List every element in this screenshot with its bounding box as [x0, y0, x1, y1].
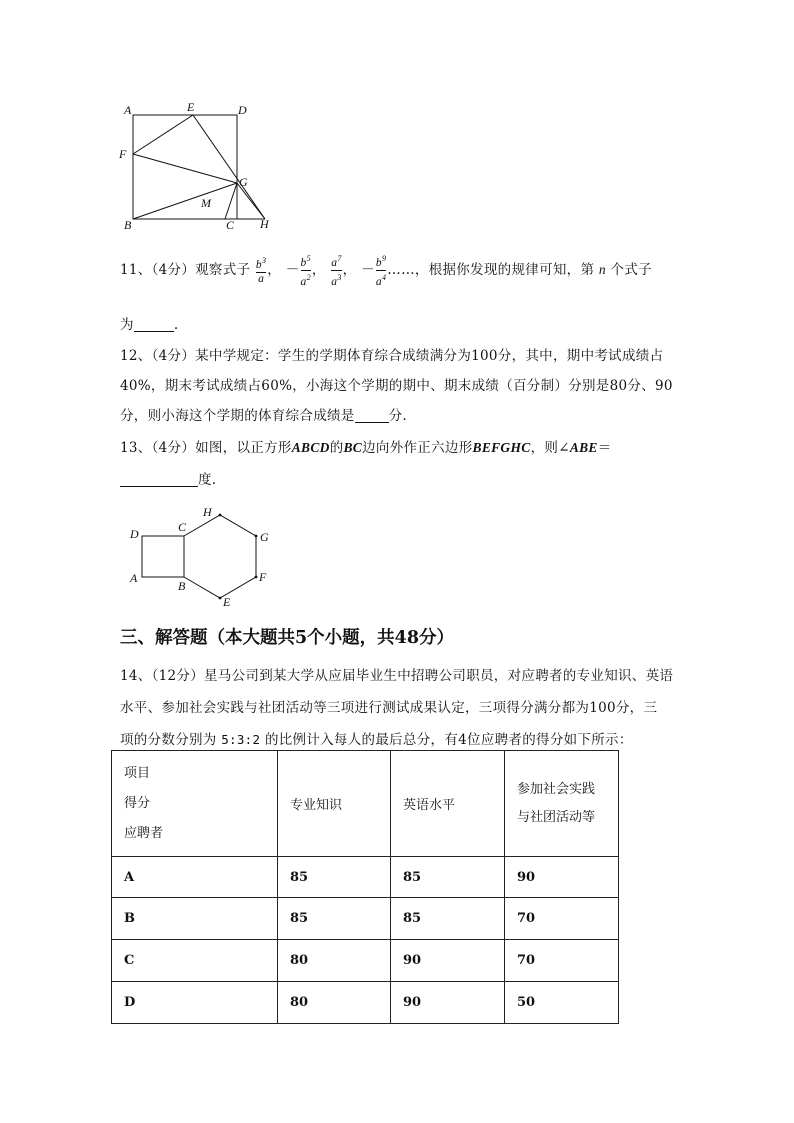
figure-square-construction [115, 98, 280, 238]
label-m: M [201, 196, 211, 210]
label-g2: G [260, 530, 269, 544]
label-f2: F [259, 570, 267, 584]
label-e: E [187, 100, 195, 114]
label-a2: A [130, 571, 138, 585]
label-e2: E [223, 595, 231, 609]
question-11-line2: 为 . [120, 317, 179, 333]
table-row: D 80 90 50 [112, 982, 619, 1024]
answer-blank-11[interactable] [134, 317, 174, 332]
fraction-3: $\frac{a^7}{a^3}$ [331, 254, 342, 288]
question-12-line2: 40%，期末考试成绩占60%，小海这个学期的期中、期末成绩（百分制）分别是80分、90 [120, 378, 673, 394]
label-c2: C [178, 520, 187, 534]
label-d: D [238, 103, 247, 117]
segment-ef [133, 115, 193, 154]
answer-blank-13[interactable] [120, 472, 198, 487]
table-row: C 80 90 70 [112, 940, 619, 982]
square-abcd-small [142, 536, 184, 577]
label-f: F [119, 147, 127, 161]
fraction-1: $\frac{b^3}{a}$ [255, 256, 267, 286]
question-14-line3: 项的分数分别为 5:3:2 的比例计入每人的最后总分，有4位应聘者的得分如下所示： [120, 732, 633, 748]
label-g: G [239, 175, 248, 189]
square-abcd [133, 115, 237, 219]
label-b2: B [178, 579, 186, 593]
segment-fg [133, 154, 237, 183]
question-12-line3: 分，则小海这个学期的体育综合成绩是 分. [120, 408, 408, 424]
score-table [111, 750, 619, 1024]
segment-gc [225, 183, 237, 219]
table-corner-cell: 项目 得分 应聘者 [112, 751, 278, 857]
label-h: H [260, 217, 269, 231]
label-a: A [124, 103, 132, 117]
table-header-row [112, 751, 619, 857]
figure-square-hexagon [120, 500, 290, 612]
question-12-line1: 12、（4分）某中学规定：学生的学期体育综合成绩满分为100分，其中，期中考试成绩占 [120, 348, 664, 364]
header-professional-knowledge: 专业知识 [278, 751, 391, 857]
question-13-line2: 度. [120, 468, 216, 488]
label-b: B [124, 218, 132, 232]
question-14-line2: 水平、参加社会实践与社团活动等三项进行测试成果认定，三项得分满分都为100分，三 [120, 700, 658, 716]
segment-bg [133, 183, 237, 219]
answer-blank-12[interactable] [355, 408, 389, 423]
fraction-4: $\frac{b^9}{a^4}$ [375, 254, 387, 288]
label-c: C [226, 218, 235, 232]
table-row: B 85 85 70 [112, 898, 619, 940]
hexagon-befghc [184, 515, 256, 598]
question-11-line1: 11、（4分）观察式子 $\frac{b^3}{a}$ ， － $\frac{b^5}{a^2}$ ， $\frac{a^7}{a^3}$ ， － $\frac{b^9}{a^4}$ ……，根据你发现的规律可知，第 n 个式子 [120, 254, 652, 288]
label-h2: H [203, 505, 212, 519]
question-14-line1: 14、（12分）星马公司到某大学从应届毕业生中招聘公司职员，对应聘者的专业知识、英语 [120, 668, 674, 684]
question-13-line1: 13、（4分）如图，以正方形ABCD的BC边向外作正六边形BEFGHC，则∠ABE＝ [120, 440, 612, 456]
fraction-2: $\frac{b^5}{a^2}$ [300, 254, 311, 288]
header-english-level: 英语水平 [391, 751, 505, 857]
table-row: A 85 85 90 [112, 857, 619, 898]
label-d2: D [130, 527, 139, 541]
header-social-practice: 参加社会实践 与社团活动等 [505, 751, 619, 857]
section-3-heading: 三、解答题（本大题共5个小题，共48分） [120, 628, 455, 648]
